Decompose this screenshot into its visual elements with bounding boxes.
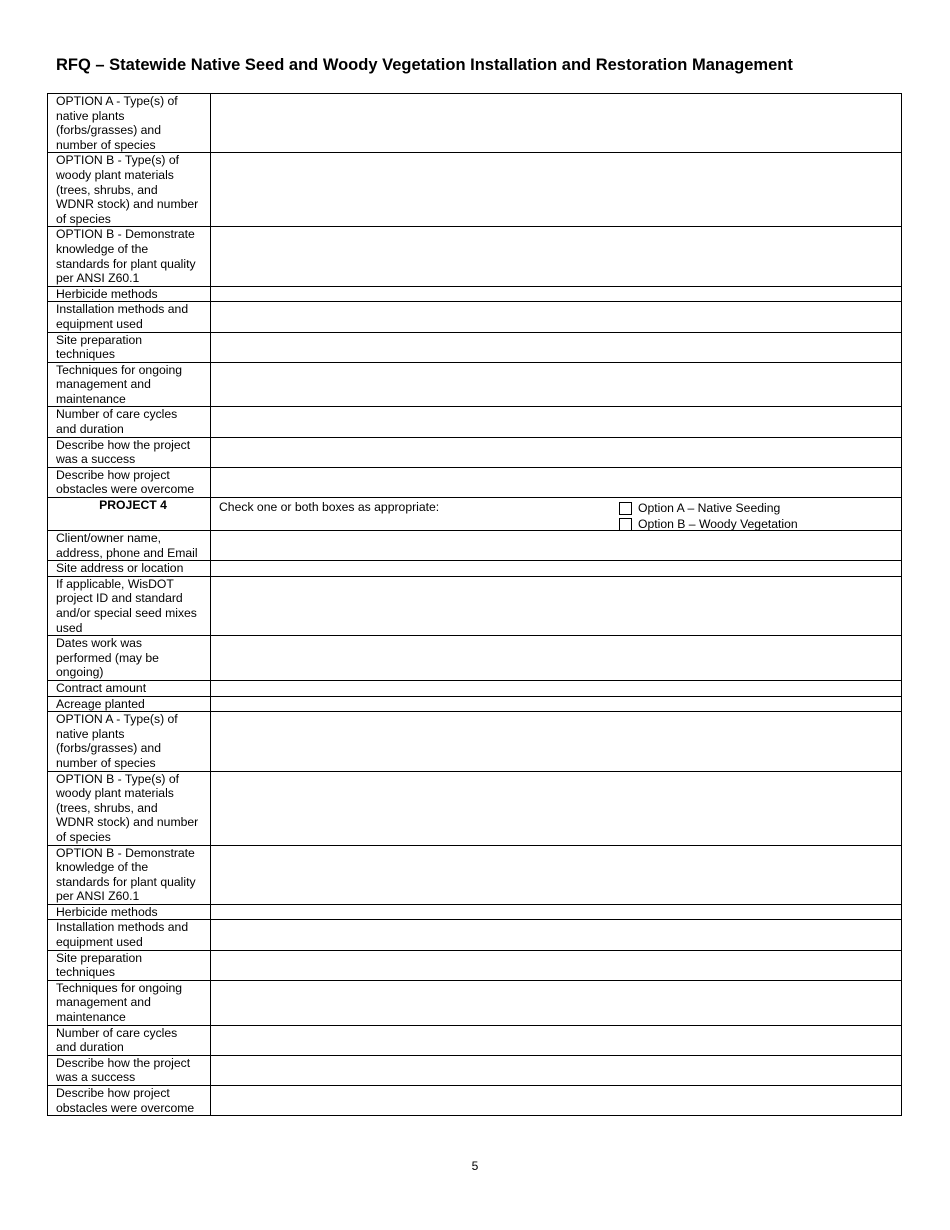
label-line: knowledge of the bbox=[56, 860, 149, 875]
label-line: Describe how the project bbox=[56, 437, 191, 452]
label-line: woody plant materials bbox=[56, 786, 174, 801]
project-4-row-response-cell bbox=[211, 1086, 902, 1116]
project-3-row bbox=[48, 153, 902, 227]
label-line: (forbs/grasses) and bbox=[56, 123, 161, 138]
label-line: OPTION B - Type(s) of bbox=[56, 153, 180, 168]
project-4-header bbox=[48, 498, 902, 531]
project-4-response-input[interactable] bbox=[219, 531, 901, 545]
project-3-row bbox=[48, 362, 902, 407]
project-3-row-label bbox=[48, 302, 211, 332]
label-line: WDNR stock) and number bbox=[56, 197, 199, 212]
label-line: equipment used bbox=[56, 316, 143, 331]
label-line: Describe how the project bbox=[56, 1055, 191, 1070]
project-4-row-response-cell bbox=[211, 920, 902, 950]
project-3-row-label bbox=[48, 437, 211, 467]
option-b-checkbox[interactable] bbox=[619, 518, 632, 531]
project-4-row bbox=[48, 1055, 902, 1085]
project-3-row-response-cell bbox=[211, 94, 902, 153]
project-4-label: PROJECT 4 bbox=[48, 498, 211, 531]
project-4-row-response-cell bbox=[211, 576, 902, 635]
project-4-header-row bbox=[48, 498, 902, 531]
label-line: If applicable, WisDOT bbox=[56, 576, 174, 591]
project-4-row-label bbox=[48, 950, 211, 980]
project-form-table bbox=[47, 93, 902, 1116]
page-title: RFQ – Statewide Native Seed and Woody Vegetation Installation and Restoration Management bbox=[56, 56, 793, 74]
project-4-row-response-cell bbox=[211, 980, 902, 1025]
project-4-row-label bbox=[48, 576, 211, 635]
label-line: of species bbox=[56, 829, 111, 844]
label-line: Installation methods and bbox=[56, 920, 189, 935]
project-4-response-input[interactable] bbox=[219, 920, 901, 934]
project-4-response-input[interactable] bbox=[219, 1086, 901, 1100]
label-line: Describe how project bbox=[56, 1086, 170, 1100]
project-3-row-response-cell bbox=[211, 437, 902, 467]
project-3-response-input[interactable] bbox=[219, 468, 901, 482]
project-4-row bbox=[48, 904, 902, 920]
project-4-row-response-cell bbox=[211, 1025, 902, 1055]
label-line: ongoing) bbox=[56, 665, 104, 680]
project-4-row-label bbox=[48, 712, 211, 771]
project-4-response-input[interactable] bbox=[219, 772, 901, 786]
label-line: used bbox=[56, 620, 83, 635]
project-4-response-input[interactable] bbox=[219, 1056, 901, 1070]
label-line: standards for plant quality bbox=[56, 256, 196, 271]
project-3-response-input[interactable] bbox=[219, 438, 901, 452]
project-4-row bbox=[48, 1086, 902, 1116]
project-3-row-response-cell bbox=[211, 286, 902, 302]
label-line: Contract amount bbox=[56, 680, 147, 695]
project-4-row bbox=[48, 712, 902, 771]
label-line: and duration bbox=[56, 422, 124, 437]
label-line: Describe how project bbox=[56, 467, 170, 482]
label-line: native plants bbox=[56, 108, 125, 123]
project-3-rows bbox=[48, 94, 902, 498]
project-4-row-label bbox=[48, 531, 211, 561]
project-3-row bbox=[48, 332, 902, 362]
label-line: OPTION B - Demonstrate bbox=[56, 845, 195, 860]
project-4-row-response-cell bbox=[211, 561, 902, 577]
label-line: Number of care cycles bbox=[56, 407, 178, 422]
label-line: Techniques for ongoing bbox=[56, 362, 183, 377]
project-3-row-response-cell bbox=[211, 227, 902, 286]
project-3-row-label bbox=[48, 153, 211, 227]
project-4-response-input[interactable] bbox=[219, 1026, 901, 1040]
label-line: number of species bbox=[56, 755, 156, 770]
project-3-row bbox=[48, 302, 902, 332]
project-3-response-input[interactable] bbox=[219, 227, 901, 241]
label-line: WDNR stock) and number bbox=[56, 815, 199, 830]
option-b-label: Option B – Woody Vegetation bbox=[638, 517, 798, 532]
project-4-row bbox=[48, 636, 902, 681]
label-line: Acreage planted bbox=[56, 696, 145, 711]
project-4-row-label bbox=[48, 845, 211, 904]
project-3-row-response-cell bbox=[211, 153, 902, 227]
label-line: maintenance bbox=[56, 391, 126, 406]
label-line: project ID and standard bbox=[56, 591, 183, 606]
project-4-row-response-cell bbox=[211, 531, 902, 561]
project-4-instruction: Check one or both boxes as appropriate: bbox=[219, 500, 440, 515]
label-line: Installation methods and bbox=[56, 302, 189, 317]
option-b-row bbox=[619, 516, 798, 532]
project-4-response-input[interactable] bbox=[219, 712, 901, 726]
label-line: management and bbox=[56, 995, 151, 1010]
project-4-response-input[interactable] bbox=[219, 951, 901, 965]
project-4-row-label bbox=[48, 904, 211, 920]
project-4-options-cell bbox=[211, 498, 902, 531]
project-3-row-response-cell bbox=[211, 407, 902, 437]
project-3-row-label bbox=[48, 362, 211, 407]
label-line: Number of care cycles bbox=[56, 1025, 178, 1040]
project-4-row-label bbox=[48, 1055, 211, 1085]
label-line: per ANSI Z60.1 bbox=[56, 271, 140, 286]
project-3-row-label bbox=[48, 227, 211, 286]
project-4-response-input[interactable] bbox=[219, 636, 901, 650]
project-4-row-response-cell bbox=[211, 696, 902, 712]
label-line: of species bbox=[56, 211, 111, 226]
project-3-row bbox=[48, 286, 902, 302]
project-4-rows bbox=[48, 531, 902, 1116]
project-3-row-label bbox=[48, 407, 211, 437]
project-4-row-response-cell bbox=[211, 680, 902, 696]
label-line: (trees, shrubs, and bbox=[56, 800, 158, 815]
label-line: Techniques for ongoing bbox=[56, 980, 183, 995]
label-line: Site preparation bbox=[56, 332, 143, 347]
label-line: Client/owner name, bbox=[56, 531, 161, 546]
project-4-row-response-cell bbox=[211, 845, 902, 904]
project-3-row-response-cell bbox=[211, 302, 902, 332]
label-line: address, phone and Email bbox=[56, 545, 198, 560]
label-line: equipment used bbox=[56, 935, 143, 950]
project-4-row-response-cell bbox=[211, 712, 902, 771]
label-line: native plants bbox=[56, 726, 125, 741]
project-4-row bbox=[48, 771, 902, 845]
project-3-row-label bbox=[48, 332, 211, 362]
project-3-response-input[interactable] bbox=[219, 94, 901, 108]
project-4-row bbox=[48, 920, 902, 950]
label-line: maintenance bbox=[56, 1010, 126, 1025]
label-line: OPTION A - Type(s) of bbox=[56, 94, 178, 108]
project-3-response-input[interactable] bbox=[219, 153, 901, 167]
label-line: Site preparation bbox=[56, 950, 143, 965]
label-line: and duration bbox=[56, 1040, 124, 1055]
label-line: OPTION A - Type(s) of bbox=[56, 712, 178, 727]
project-3-row bbox=[48, 467, 902, 497]
project-4-row-label bbox=[48, 980, 211, 1025]
project-3-row bbox=[48, 407, 902, 437]
project-4-row-label bbox=[48, 680, 211, 696]
project-4-response-input[interactable] bbox=[219, 577, 901, 591]
label-line: OPTION B - Type(s) of bbox=[56, 771, 180, 786]
project-4-response-input[interactable] bbox=[219, 697, 901, 711]
label-line: performed (may be bbox=[56, 650, 159, 665]
project-3-response-input[interactable] bbox=[219, 302, 901, 316]
project-4-row bbox=[48, 680, 902, 696]
project-4-row bbox=[48, 576, 902, 635]
label-line: Site address or location bbox=[56, 561, 184, 576]
label-line: OPTION B - Demonstrate bbox=[56, 227, 195, 242]
project-4-row bbox=[48, 845, 902, 904]
label-line: obstacles were overcome bbox=[56, 482, 195, 497]
project-4-row bbox=[48, 950, 902, 980]
project-4-row-response-cell bbox=[211, 636, 902, 681]
label-line: Herbicide methods bbox=[56, 286, 158, 301]
option-a-label: Option A – Native Seeding bbox=[638, 501, 781, 516]
project-4-row-response-cell bbox=[211, 771, 902, 845]
project-4-row bbox=[48, 531, 902, 561]
option-a-row bbox=[619, 500, 798, 516]
project-3-row-label bbox=[48, 94, 211, 153]
label-line: (trees, shrubs, and bbox=[56, 182, 158, 197]
project-4-response-input[interactable] bbox=[219, 846, 901, 860]
project-3-row bbox=[48, 437, 902, 467]
label-line: obstacles were overcome bbox=[56, 1100, 195, 1115]
label-line: Dates work was bbox=[56, 636, 143, 651]
label-line: was a success bbox=[56, 1070, 136, 1085]
project-4-options bbox=[619, 500, 798, 532]
project-4-response-input[interactable] bbox=[219, 561, 901, 575]
label-line: per ANSI Z60.1 bbox=[56, 889, 140, 904]
project-4-row bbox=[48, 561, 902, 577]
label-line: and/or special seed mixes bbox=[56, 606, 197, 620]
project-4-row-label bbox=[48, 1086, 211, 1116]
project-4-response-input[interactable] bbox=[219, 981, 901, 995]
project-4-row bbox=[48, 1025, 902, 1055]
label-line: woody plant materials bbox=[56, 167, 174, 182]
project-4-row bbox=[48, 696, 902, 712]
project-4-row-label bbox=[48, 696, 211, 712]
project-3-response-input[interactable] bbox=[219, 363, 901, 377]
label-line: management and bbox=[56, 377, 151, 392]
project-3-response-input[interactable] bbox=[219, 333, 901, 347]
page-number: 5 bbox=[471, 1159, 479, 1173]
project-3-response-input[interactable] bbox=[219, 287, 901, 301]
project-4-row-label bbox=[48, 561, 211, 577]
project-3-response-input[interactable] bbox=[219, 407, 901, 421]
project-4-row-response-cell bbox=[211, 904, 902, 920]
project-4-row-label bbox=[48, 636, 211, 681]
label-line: number of species bbox=[56, 137, 156, 152]
project-4-row-label bbox=[48, 920, 211, 950]
project-4-response-input[interactable] bbox=[219, 681, 901, 695]
project-4-row-label bbox=[48, 771, 211, 845]
label-line: was a success bbox=[56, 452, 136, 467]
label-line: techniques bbox=[56, 965, 115, 980]
project-3-row bbox=[48, 94, 902, 153]
project-4-row bbox=[48, 980, 902, 1025]
project-4-row-response-cell bbox=[211, 1055, 902, 1085]
label-line: Herbicide methods bbox=[56, 904, 158, 919]
project-3-row-response-cell bbox=[211, 362, 902, 407]
project-4-response-input[interactable] bbox=[219, 905, 901, 919]
label-line: (forbs/grasses) and bbox=[56, 741, 161, 756]
project-3-row-label bbox=[48, 286, 211, 302]
project-4-row-label bbox=[48, 1025, 211, 1055]
option-a-checkbox[interactable] bbox=[619, 502, 632, 515]
label-line: techniques bbox=[56, 347, 115, 362]
project-3-row-response-cell bbox=[211, 332, 902, 362]
label-line: knowledge of the bbox=[56, 241, 149, 256]
label-line: standards for plant quality bbox=[56, 874, 196, 889]
project-3-row bbox=[48, 227, 902, 286]
project-3-row-response-cell bbox=[211, 467, 902, 497]
project-4-row-response-cell bbox=[211, 950, 902, 980]
project-3-row-label bbox=[48, 467, 211, 497]
